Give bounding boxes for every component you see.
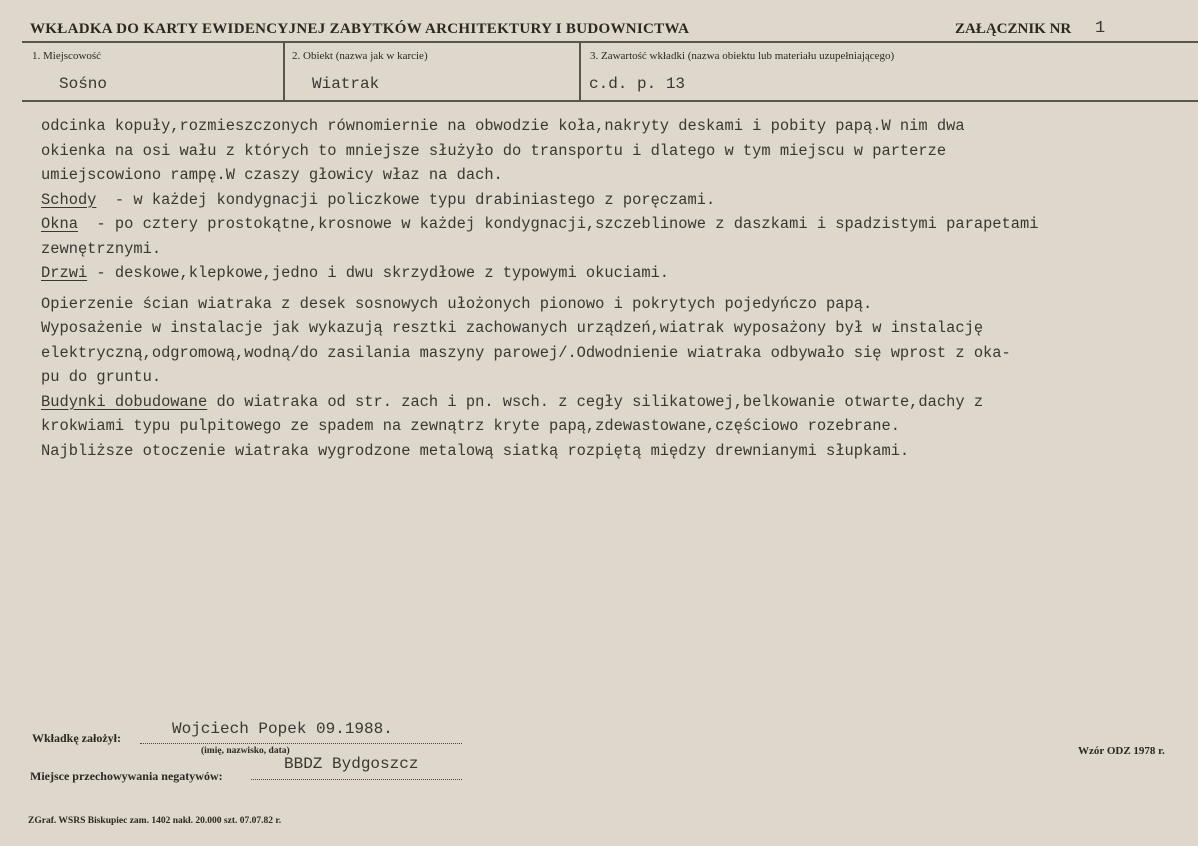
form-code: Wzór ODZ 1978 r. bbox=[1078, 745, 1165, 757]
stairs-heading: Schody bbox=[41, 190, 97, 209]
object-value: Wiatrak bbox=[312, 75, 380, 93]
field-separator bbox=[579, 42, 581, 100]
annex-buildings-line bbox=[41, 390, 1181, 415]
windows-heading: Okna bbox=[41, 215, 78, 233]
annex-label: ZAŁĄCZNIK NR bbox=[955, 21, 1072, 37]
text-line: zewnętrznymi. bbox=[41, 239, 162, 258]
annex-buildings-text: do wiatraka od str. zach i pn. wsch. z cegły silikatowej,belkowanie otwarte,dachy z bbox=[207, 392, 984, 411]
doors-text: - deskowe,klepkowe,jedno i dwu skrzydłowe z typowymi okuciami. bbox=[87, 264, 670, 282]
author-value: Wojciech Popek 09.1988. bbox=[172, 720, 393, 738]
field-separator bbox=[283, 42, 285, 100]
place-value: Sośno bbox=[59, 75, 108, 93]
stairs-text: - w każdej kondygnacji policzkowe typu drabiniastego z poręczami. bbox=[96, 190, 716, 209]
doors-heading: Drzwi bbox=[41, 264, 88, 282]
text-line: umiejscowiono rampę.W czaszy głowicy właz na dach. bbox=[41, 166, 503, 184]
text-line: odcinka kopuły,rozmieszczonych równomiernie na obwodzie koła,nakryty deskami i pobity papą.W nim dwa bbox=[41, 117, 965, 135]
content-value: c.d. p. 13 bbox=[589, 75, 686, 93]
description-text bbox=[41, 114, 1181, 463]
header-divider bbox=[22, 41, 1198, 43]
author-hint: (imię, nazwisko, data) bbox=[201, 746, 290, 756]
storage-value: BBDZ Bydgoszcz bbox=[284, 755, 419, 773]
annex-number: 1 bbox=[1095, 19, 1106, 38]
annex-buildings-heading: Budynki dobudowane bbox=[41, 392, 208, 411]
text-line: Najbliższe otoczenie wiatraka wygrodzone metalową siatką rozpiętą między drewnianymi słupkami. bbox=[41, 441, 910, 460]
windows-line bbox=[41, 212, 1181, 237]
object-label: 2. Obiekt (nazwa jak w karcie) bbox=[292, 50, 428, 62]
text-line: krokwiami typu pulpitowego ze spadem na zewnątrz kryte papą,zdewastowane,częściowo rozebrane. bbox=[41, 417, 900, 435]
document-title: WKŁADKA DO KARTY EWIDENCYJNEJ ZABYTKÓW ARCHITEKTURY I BUDOWNICTWA bbox=[30, 21, 690, 37]
fields-divider bbox=[22, 100, 1198, 102]
text-line: okienka na osi wału z których to mniejsze służyło do transportu i dlatego w tym miejscu w parterze bbox=[41, 141, 947, 160]
text-line: pu do gruntu. bbox=[41, 368, 162, 386]
stairs-line bbox=[41, 188, 1181, 213]
author-dotted-line bbox=[140, 743, 462, 744]
windows-text: - po cztery prostokątne,krosnowe w każdej kondygnacji,szczeblinowe z daszkami i spadzistymi parapetami bbox=[77, 215, 1039, 233]
printer-imprint: ZGraf. WSRS Biskupiec zam. 1402 nakł. 20.000 szt. 07.07.82 r. bbox=[28, 816, 282, 826]
text-line: Opierzenie ścian wiatraka z desek sosnowych ułożonych pionowo i pokrytych pojedyńczo papą. bbox=[41, 294, 873, 313]
doors-line bbox=[41, 261, 1181, 286]
author-label: Wkładkę założył: bbox=[32, 731, 121, 745]
content-label: 3. Zawartość wkładki (nazwa obiektu lub materiału uzupełniającego) bbox=[590, 50, 895, 62]
storage-label: Miejsce przechowywania negatywów: bbox=[30, 769, 223, 783]
storage-dotted-line bbox=[251, 779, 462, 780]
text-line: elektryczną,odgromową,wodną/do zasilania maszyny parowej/.Odwodnienie wiatraka odbywało się wprost z oka- bbox=[41, 343, 1011, 362]
text-line: Wyposażenie w instalacje jak wykazują resztki zachowanych urządzeń,wiatrak wyposażony był w instalację bbox=[41, 319, 984, 337]
place-label: 1. Miejscowość bbox=[32, 50, 102, 62]
